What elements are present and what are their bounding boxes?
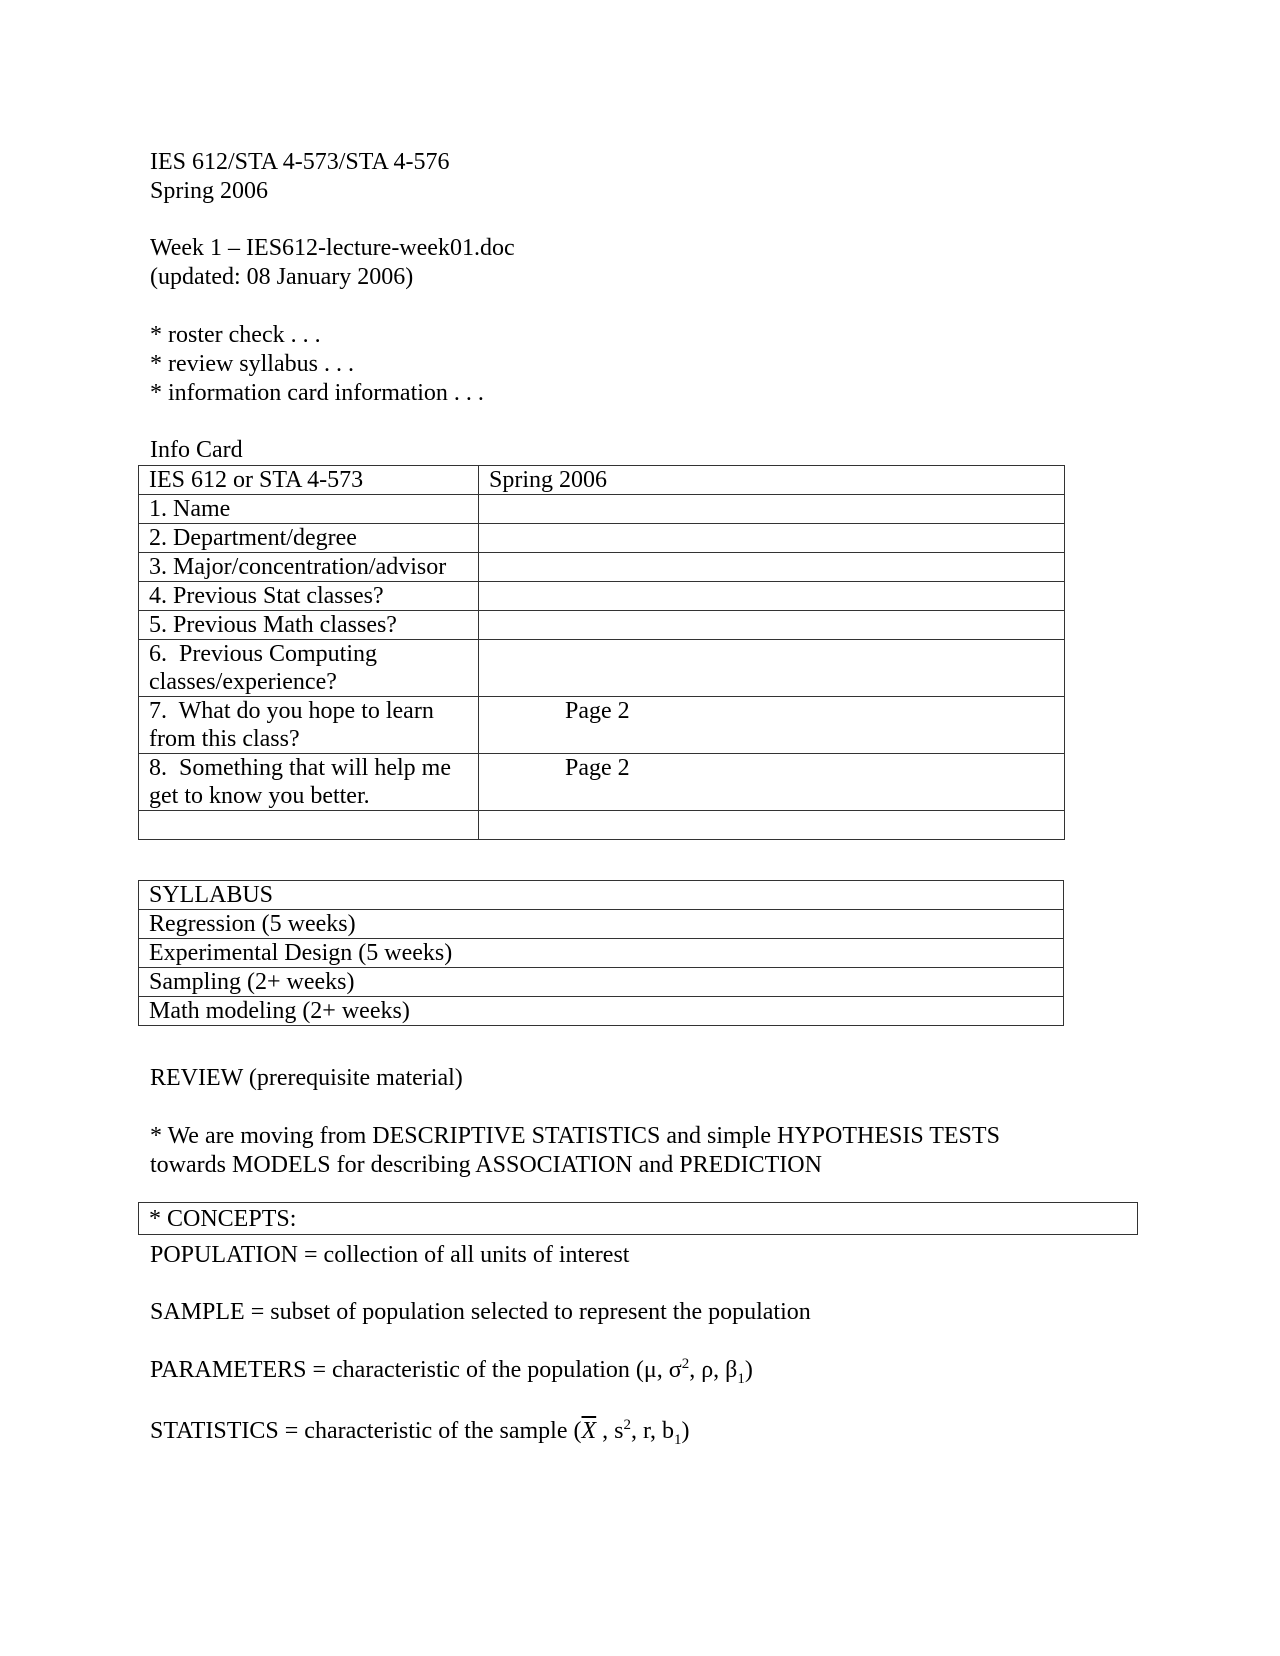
course-header xyxy=(150,148,450,206)
table-cell xyxy=(479,611,1065,640)
parameters-text: PARAMETERS = characteristic of the population (μ, σ xyxy=(150,1357,682,1383)
population-definition: POPULATION = collection of all units of interest xyxy=(150,1242,630,1268)
table-row xyxy=(139,495,1065,524)
table-row xyxy=(139,910,1064,939)
info-card-title: Info Card xyxy=(150,437,243,463)
sample-definition: SAMPLE = subset of population selected to represent the population xyxy=(150,1299,811,1325)
statistics-text: , r, b xyxy=(631,1418,675,1444)
week-header xyxy=(150,234,515,292)
table-cell: Math modeling (2+ weeks) xyxy=(139,997,1064,1026)
statistics-text: STATISTICS = characteristic of the sample ( xyxy=(150,1418,582,1444)
moving-paragraph xyxy=(150,1122,1000,1180)
table-cell xyxy=(479,553,1065,582)
table-row xyxy=(139,968,1064,997)
table-cell: 1. Name xyxy=(139,495,479,524)
table-row xyxy=(139,582,1065,611)
x-bar-symbol: $\overline{X}$ xyxy=(581,1418,597,1444)
checklist-item: * information card information . . . xyxy=(150,380,484,406)
course-code: IES 612/STA 4-573/STA 4-576 xyxy=(150,149,450,175)
table-cell: 5. Previous Math classes? xyxy=(139,611,479,640)
table-row xyxy=(139,466,1065,495)
concepts-heading: * CONCEPTS: xyxy=(149,1206,297,1232)
statistics-text: , s xyxy=(596,1418,624,1444)
superscript: 2 xyxy=(681,1356,690,1372)
superscript: 2 xyxy=(623,1417,632,1433)
updated-date: (updated: 08 January 2006) xyxy=(150,264,414,290)
table-row xyxy=(139,611,1065,640)
info-card-table xyxy=(138,465,1065,840)
table-cell: 6. Previous Computing classes/experience? xyxy=(139,640,479,697)
week-title: Week 1 – IES612-lecture-week01.doc xyxy=(150,235,515,261)
table-cell: Regression (5 weeks) xyxy=(139,910,1064,939)
checklist xyxy=(150,321,484,408)
concepts-heading-box xyxy=(138,1202,1138,1235)
table-cell: Spring 2006 xyxy=(479,466,1065,495)
table-cell xyxy=(479,524,1065,553)
table-cell: Page 2 xyxy=(479,754,1065,811)
table-row xyxy=(139,754,1065,811)
parameters-text: ) xyxy=(744,1357,753,1383)
table-cell xyxy=(479,811,1065,840)
table-cell: Experimental Design (5 weeks) xyxy=(139,939,1064,968)
subscript: 1 xyxy=(737,1370,745,1387)
course-term: Spring 2006 xyxy=(150,178,269,204)
review-heading: REVIEW (prerequisite material) xyxy=(150,1065,463,1091)
table-row xyxy=(139,997,1064,1026)
table-row xyxy=(139,640,1065,697)
statistics-definition xyxy=(150,1417,690,1446)
table-row xyxy=(139,553,1065,582)
table-row xyxy=(139,524,1065,553)
table-cell: 8. Something that will help me get to know you better. xyxy=(139,754,479,811)
table-cell: Page 2 xyxy=(479,697,1065,754)
parameters-text: , ρ, β xyxy=(689,1357,738,1383)
checklist-item: * roster check . . . xyxy=(150,322,321,348)
table-cell: 4. Previous Stat classes? xyxy=(139,582,479,611)
table-cell xyxy=(479,640,1065,697)
table-row xyxy=(139,811,1065,840)
syllabus-table xyxy=(138,880,1064,1026)
table-cell xyxy=(479,582,1065,611)
table-cell: Sampling (2+ weeks) xyxy=(139,968,1064,997)
table-cell xyxy=(479,495,1065,524)
syllabus-heading: SYLLABUS xyxy=(139,881,1064,910)
paragraph-line: towards MODELS for describing ASSOCIATION and PREDICTION xyxy=(150,1152,822,1178)
table-cell: 3. Major/concentration/advisor xyxy=(139,553,479,582)
statistics-text: ) xyxy=(681,1418,690,1444)
table-cell: IES 612 or STA 4-573 xyxy=(139,466,479,495)
table-cell xyxy=(139,811,479,840)
table-cell: 7. What do you hope to learn from this class? xyxy=(139,697,479,754)
table-row xyxy=(139,939,1064,968)
table-cell: 2. Department/degree xyxy=(139,524,479,553)
checklist-item: * review syllabus . . . xyxy=(150,351,354,377)
subscript: 1 xyxy=(674,1431,682,1448)
table-row xyxy=(139,697,1065,754)
paragraph-line: * We are moving from DESCRIPTIVE STATISTICS and simple HYPOTHESIS TESTS xyxy=(150,1123,1000,1149)
table-row xyxy=(139,881,1064,910)
parameters-definition xyxy=(150,1356,753,1385)
